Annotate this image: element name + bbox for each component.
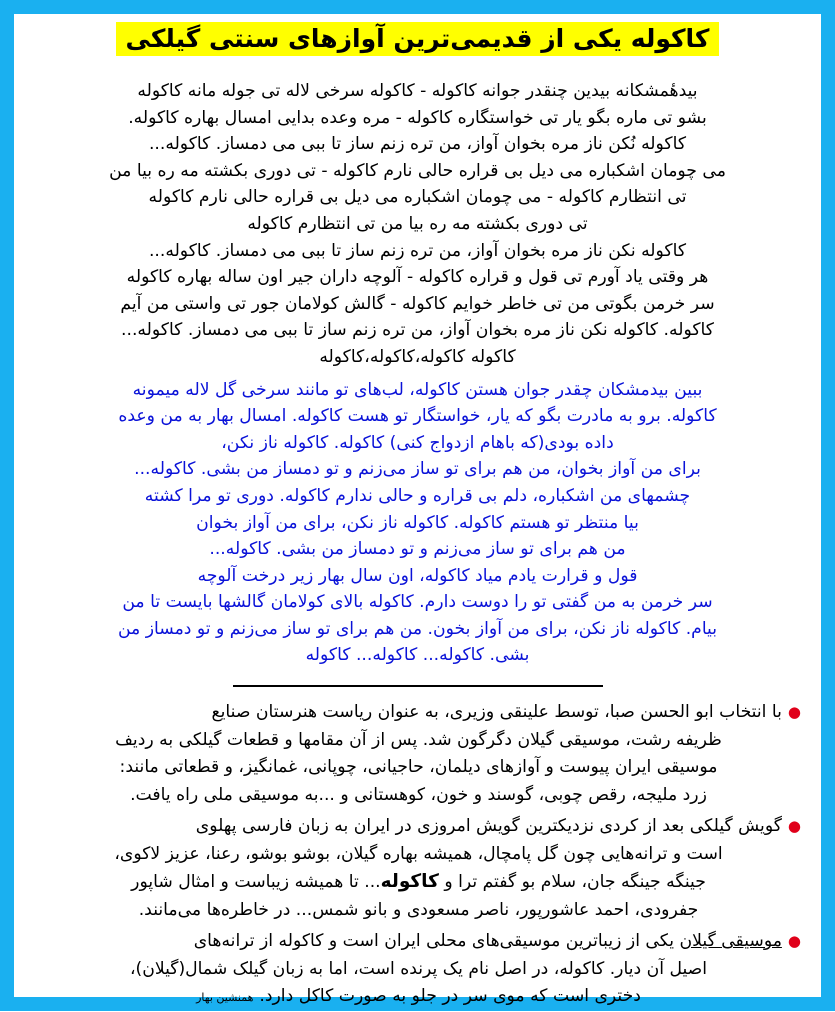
translation-line: بیام. کاکوله ناز نکن، برای من آواز بخون. من هم برای تو ساز می‌زنم و تو دمساز من: [117, 618, 718, 639]
lyric-line: سر خرمن بگوتی من تی خاطر خوایم کاکوله - گالش کولامان جور تی واستی من آیم: [120, 293, 715, 314]
translation-line: من هم برای تو ساز می‌زنم و تو دمساز من بشی. کاکوله...: [209, 539, 626, 560]
lyric-line: تی دوری بکشته مه ره بیا من تی انتظارم کاکوله: [247, 213, 588, 234]
lyric-line: می چومان اشکباره می دیل بی قراره حالی نارم کاکوله - تی دوری بکشته مه ره بیا من: [109, 160, 726, 181]
translation-line: بیا منتظر تو هستم کاکوله. کاکوله ناز نکن، برای من آواز بخوان: [196, 512, 639, 533]
note-text: دختری است که موی سر در جلو به صورت کاکل دارد.: [259, 986, 641, 1007]
translation-line: سر خرمن به من گفتی تو را دوست دارم. کاکوله بالای کولامان گالشها بایست تا من: [122, 592, 713, 613]
bullet-icon: ●: [787, 703, 801, 722]
note-text: جینگه جینگه جان، سلام بو گفتم ترا و: [438, 872, 706, 893]
translation-line: برای من آواز بخوان، من هم برای تو ساز می‌زنم و تو دمساز من بشی. کاکوله...: [134, 459, 701, 480]
persian-translation: [32, 377, 803, 670]
signature: همنشین بهار: [196, 991, 254, 1005]
note-item: [36, 699, 801, 809]
translation-line: کاکوله. برو به مادرت بگو که یار، خواستگار تو هست کاکوله. امسال بهار به من وعده: [118, 406, 717, 427]
translation-line: قول و قرارت یادم میاد کاکوله، اون سال بهار زیر درخت آلوچه: [197, 565, 638, 586]
note-text: گویش گیلکی بعد از کردی نزدیکترین گویش امروزی در ایران به زبان فارسی پهلوی: [195, 816, 782, 837]
note-line: است و ترانه‌هایی چون گل پامچال، همیشه بهاره گیلان، بوشو بوشو، رعنا، عزیز لاکوی،: [114, 843, 723, 864]
translation-line: چشمهای من اشکباره، دلم بی قراره و حالی ندارم کاکوله. دوری تو مرا کشته: [144, 485, 691, 506]
translation-line: بشی. کاکوله... کاکوله... کاکوله: [305, 645, 530, 666]
note-line: [36, 868, 801, 897]
note-item: [36, 928, 801, 1012]
note-line: [36, 699, 801, 727]
kakuleh-bold-word: کاکوله: [380, 871, 439, 893]
note-text: یکی از زیباترین موسیقی‌های محلی ایران است و کاکوله از ترانه‌های: [193, 931, 680, 952]
lyric-line: کاکوله نکن ناز مره بخوان آواز، من تره زنم ساز تا ببی می دمساز. کاکوله...: [148, 240, 687, 261]
note-text: ... تا همیشه زیباست و امثال شاپور: [131, 872, 381, 893]
title-container: [14, 22, 821, 56]
gilan-music-link[interactable]: موسیقی گیلان: [679, 931, 782, 952]
note-text: با انتخاب ابو الحسن صبا، توسط علینقی وزیری، به عنوان ریاست هنرستان صنایع: [211, 702, 782, 723]
notes-section: [36, 699, 801, 1012]
note-line: زرد ملیجه، رقص چوبی، گوسند و خون، کوهستانی و ...به موسیقی ملی راه یافت.: [130, 784, 707, 805]
note-item: [36, 813, 801, 924]
note-line: [36, 928, 801, 956]
bullet-icon: ●: [787, 817, 801, 836]
lyric-line: کاکوله کاکوله،کاکوله،کاکوله: [319, 346, 516, 367]
gilaki-lyrics: [32, 78, 803, 371]
page-title: کاکوله یکی از قدیمی‌ترین آوازهای سنتی گیلکی: [116, 22, 720, 56]
note-line: جفرودی، احمد عاشورپور، ناصر مسعودی و بانو شمس... در خاطره‌ها می‌مانند.: [138, 899, 699, 920]
note-line: ظریفه رشت، موسیقی گیلان دگرگون شد. پس از آن مقامها و قطعات گیلکی به ردیف: [115, 729, 722, 750]
lyric-line: کاکوله نُکن ناز مره بخوان آواز، من تره زنم ساز تا ببی می دمساز. کاکوله...: [148, 134, 687, 155]
lyric-line: هر وقتی یاد آورم تی قول و قراره کاکوله - آلوچه داران جیر اون ساله بهاره کاکوله: [126, 267, 709, 288]
translation-line: داده بودی(که باهام ازدواج کنی) کاکوله. کاکوله ناز نکن،: [221, 432, 614, 453]
translation-line: ببین بیدمشکان چقدر جوان هستن کاکوله، لب‌های تو مانند سرخی گل لاله میمونه: [132, 379, 703, 400]
lyric-line: بشو تی ماره بگو یار تی خواستگاره کاکوله - مره وعده بدایی امسال بهاره کاکوله.: [128, 107, 707, 128]
bullet-icon: ●: [787, 932, 801, 951]
note-line: موسیقی ایران پیوست و آوازهای دیلمان، حاجیانی، چوپانی، غمانگیز، و قطعاتی مانند:: [119, 757, 718, 778]
note-line: [36, 983, 801, 1012]
lyric-line: کاکوله. کاکوله نکن ناز مره بخوان آواز، من تره زنم ساز تا ببی می دمساز. کاکوله...: [121, 320, 714, 341]
note-line: [36, 813, 801, 841]
lyric-line: بیدهٔمشکانه بیدین چنقدر جوانه کاکوله - کاکوله سرخی لاله تی جوله مانه کاکوله: [137, 81, 698, 101]
lyric-line: تی انتظارم کاکوله - می چومان اشکباره می دیل بی قراره حالی نارم کاکوله: [148, 187, 687, 208]
section-divider: [233, 685, 603, 687]
note-line: اصیل آن دیار. کاکوله، در اصل نام یک پرنده است، اما به زبان گیلک شمال(گیلان)،: [129, 958, 708, 979]
